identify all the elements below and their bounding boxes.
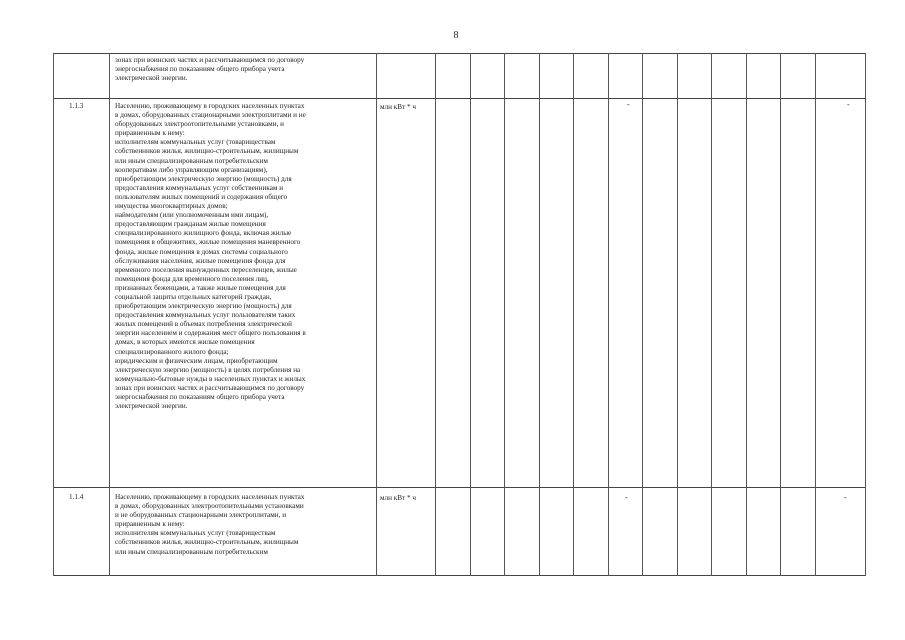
text-line: специализированного жилого фонда;: [115, 347, 229, 356]
text-line: или иным специализированным потребительским: [115, 156, 268, 165]
column-divider: [573, 53, 574, 576]
column-divider: [746, 53, 747, 576]
column-divider: [677, 53, 678, 576]
data-table: [53, 53, 866, 576]
text-line: социальной защиты отдельных категорий граждан,: [115, 292, 272, 301]
text-line: приравненным к нему:: [115, 129, 185, 138]
text-line: и не оборудованных стационарными электроплитами, и: [115, 511, 287, 520]
text-line: Населению, проживающему в городских населенных пунктах: [115, 102, 305, 110]
text-line: наймодателям (или уполномоченным ими лицам),: [115, 211, 269, 220]
text-line: юридическим и физическим лицам, приобретающим: [115, 356, 278, 365]
page-number: 8: [453, 30, 459, 41]
text-line: электрической энергии.: [115, 74, 188, 83]
table-border-bottom: [53, 575, 866, 576]
text-line: помещения фонда для временного поселения лиц,: [115, 274, 269, 283]
row-divider: [53, 487, 866, 488]
text-line: помещения в общежитиях, жилые помещения маневренного: [115, 238, 301, 247]
text-line: жилых помещений в объемах потребления электрической: [115, 320, 292, 329]
column-divider: [435, 53, 436, 576]
column-divider: [109, 53, 110, 576]
row-1-description: [115, 102, 371, 411]
text-line: пользователям жилых помещений и содержания общего: [115, 192, 288, 201]
column-divider: [608, 53, 609, 576]
text-line: собственников жилья, жилищно-строительным, жилищным: [115, 147, 299, 156]
text-line: приобретающим электрическую энергию (мощность) для: [115, 174, 292, 183]
text-line: или иным специализированным потребительским: [115, 547, 268, 556]
text-line: предоставляющим гражданам жилые помещения: [115, 220, 266, 229]
text-line: предоставления коммунальных услуг пользователям таких: [115, 311, 296, 320]
row-2-description: [115, 493, 371, 557]
column-divider: [470, 53, 471, 576]
column-divider: [53, 53, 54, 576]
table-border-top: [53, 53, 866, 54]
text-line: оборудованных электроотопительными установками, и: [115, 120, 285, 129]
text-line: признанных беженцами, а также жилые помещения для: [115, 283, 286, 292]
text-line: домах, в которых имеются жилые помещения: [115, 338, 255, 347]
text-line: в домах, оборудованных стационарными электроплитами и не: [115, 111, 306, 120]
column-divider: [504, 53, 505, 576]
column-divider: [376, 53, 377, 576]
row-2-unit: млн кВт * ч: [380, 494, 417, 502]
column-divider: [780, 53, 781, 576]
text-line: коммунально-бытовые нужды в населенных пунктах и жилых: [115, 374, 306, 383]
text-line: кооперативам либо управляющим организациям),: [115, 165, 268, 174]
column-divider: [539, 53, 540, 576]
row-2-number: 1.1.4: [69, 493, 84, 501]
text-line: временного поселения вынужденных переселенцев, жилые: [115, 265, 297, 274]
text-line: имущества многоквартирных домов;: [115, 202, 228, 211]
text-line: специализированного жилищного фонда, включая жилые: [115, 229, 292, 238]
text-line: обслуживания населения, жилые помещения фонда для: [115, 256, 286, 265]
text-line: энергоснабжения по показаниям общего прибора учета: [115, 65, 285, 74]
row-divider: [53, 98, 866, 99]
row-1-unit: млн кВт * ч: [380, 103, 417, 111]
row-1-dash-a: -: [627, 100, 630, 109]
text-line: исполнителям коммунальных услуг (товариществам: [115, 138, 276, 147]
column-divider: [815, 53, 816, 576]
text-line: приобретающим электрическую энергию (мощность) для: [115, 302, 292, 311]
text-line: Населению, проживающему в городских населенных пунктах: [115, 493, 305, 501]
text-line: электрическую энергию (мощность) в целях потребления на: [115, 365, 301, 374]
row-2-dash-b: -: [844, 493, 847, 502]
text-line: приравненным к нему:: [115, 520, 185, 529]
text-line: исполнителям коммунальных услуг (товариществам: [115, 529, 276, 538]
row-1-number: 1.1.3: [69, 102, 84, 110]
text-line: предоставления коммунальных услуг собственникам и: [115, 183, 284, 192]
text-line: зонах при воинских частях и рассчитывающимся по договору: [115, 56, 305, 64]
text-line: энергоснабжения по показаниям общего прибора учета: [115, 393, 285, 401]
column-divider: [865, 53, 866, 576]
row-2-dash-a: -: [625, 493, 628, 502]
text-line: электрической энергии.: [115, 402, 188, 411]
text-line: энергии населением и содержания мест общего пользования в: [115, 329, 306, 338]
row-0-description: [115, 56, 371, 83]
text-line: собственников жилья, жилищно-строительным, жилищным: [115, 538, 299, 547]
row-1-dash-b: -: [847, 100, 850, 109]
column-divider: [642, 53, 643, 576]
text-line: в домах, оборудованных электроотопительными установками: [115, 502, 304, 511]
text-line: фонда, жилые помещения в домах системы социального: [115, 247, 288, 256]
column-divider: [711, 53, 712, 576]
text-line: зонах при воинских частях и рассчитывающимся по договору: [115, 383, 305, 392]
